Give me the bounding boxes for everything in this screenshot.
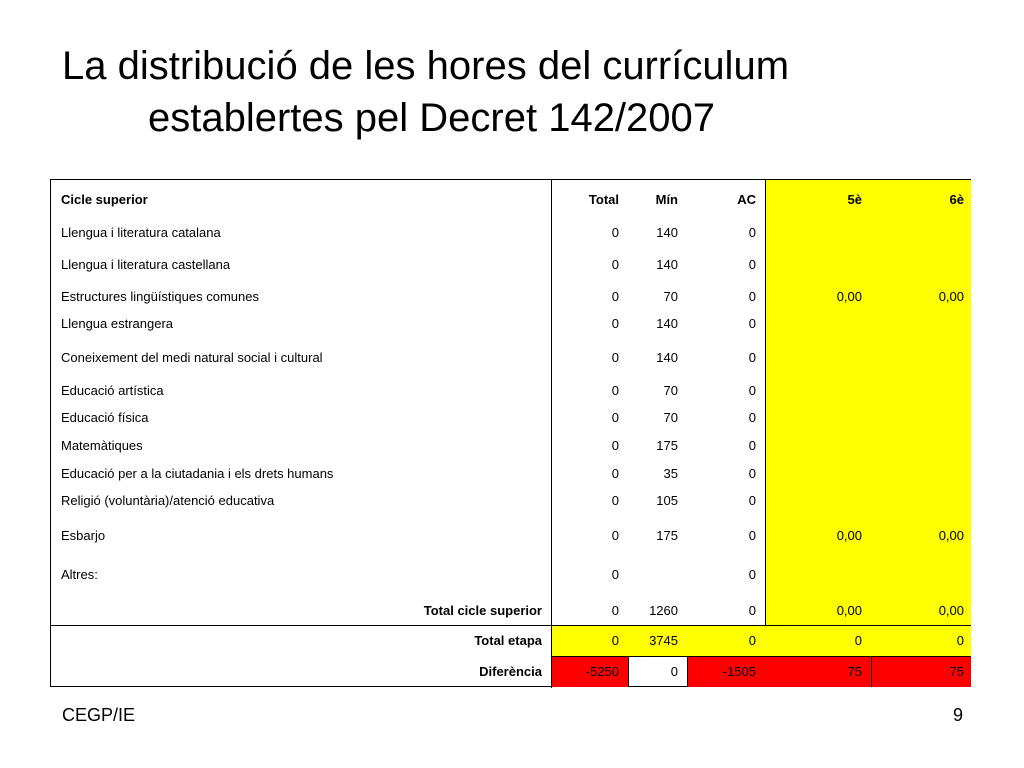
table-row-total-cell: 0 (611, 465, 619, 481)
total-cicle-min-cell: 1260 (649, 602, 678, 618)
diferencia-subject-cell: Diferència (479, 664, 542, 679)
table-row-subject-cell: Educació artística (61, 383, 164, 398)
table-row-total-cell: 0 (611, 288, 619, 304)
title-line-1: La distribució de les hores del currículum (62, 44, 790, 88)
diferencia-5e-cell: 75 (847, 664, 862, 679)
table-row-ac-cell: 0 (748, 410, 756, 425)
table-row-total-cell: 0 (611, 224, 619, 240)
table-row-5e-cell: 0,00 (836, 288, 862, 304)
table-row-5e-cell (766, 377, 872, 404)
table-row-5e-cell (766, 218, 872, 246)
header-min-cell: Mín (655, 191, 678, 207)
total-etapa-total-cell: 0 (611, 633, 619, 648)
total-etapa-ac-cell: 0 (748, 633, 756, 648)
diferencia-min-cell: 0 (670, 664, 678, 679)
total-etapa-min-cell: 3745 (649, 633, 678, 648)
footer-org: CEGP/IE (62, 705, 136, 725)
table-row-subject-cell: Llengua estrangera (61, 316, 174, 331)
table-row-subject-cell: Llengua i literatura castellana (61, 257, 231, 272)
table-row-subject-cell: Esbarjo (61, 527, 106, 543)
table-row-min-cell: 70 (663, 383, 678, 398)
table-row-min-cell: 105 (656, 492, 678, 508)
table-row-5e-cell (766, 404, 872, 431)
header-ac-cell: AC (737, 191, 756, 207)
table-row-subject-cell: Religió (voluntària)/atenció educativa (61, 492, 275, 508)
table-row-ac-cell: 0 (748, 288, 756, 304)
table-row-6e-cell: 0,00 (938, 288, 964, 304)
table-row-ac-cell: 0 (748, 224, 756, 240)
table-row-5e-cell (766, 337, 872, 377)
total-cicle-6e-cell: 0,00 (938, 602, 964, 618)
table-row-min-cell (629, 557, 688, 591)
table-row-5e-cell (766, 557, 872, 591)
table-row-5e-cell: 0,00 (836, 527, 862, 543)
table-row-total-cell: 0 (611, 566, 619, 582)
curriculum-hours-table (50, 179, 971, 687)
table-row-5e-cell (766, 487, 872, 513)
header-subject-cell: Cicle superior (61, 191, 148, 207)
total-etapa-6e-cell: 0 (956, 633, 964, 648)
table-row-subject-cell: Educació per a la ciutadania i els drets humans (61, 465, 334, 481)
table-row-total-cell: 0 (611, 527, 619, 543)
total-cicle-total-cell: 0 (611, 602, 619, 618)
table-row-ac-cell: 0 (748, 257, 756, 272)
table-row-ac-cell: 0 (748, 437, 756, 453)
table-row-min-cell: 70 (663, 410, 678, 425)
table-row-6e-cell (872, 377, 971, 404)
total-etapa-5e-cell: 0 (854, 633, 862, 648)
table-row-total-cell: 0 (611, 383, 619, 398)
page-number: 9 (953, 705, 964, 725)
header-6e-cell: 6è (949, 191, 964, 207)
table-row-5e-cell (766, 247, 872, 282)
table-row-6e-cell (872, 459, 971, 487)
header-total-cell: Total (588, 191, 619, 207)
table-row-ac-cell: 0 (748, 566, 756, 582)
table-row-subject-cell: Matemàtiques (61, 437, 143, 453)
slide-title (62, 40, 962, 144)
table-row-min-cell: 70 (663, 288, 678, 304)
diferencia-total-cell: -5250 (585, 664, 619, 679)
table-row-subject-cell: Llengua i literatura catalana (61, 224, 221, 240)
title-line-2: establertes pel Decret 142/2007 (148, 96, 716, 140)
table-row-total-cell: 0 (611, 437, 619, 453)
total-etapa-subject-cell: Total etapa (474, 633, 542, 648)
table-row-total-cell: 0 (611, 316, 619, 331)
table-row-min-cell: 175 (656, 527, 678, 543)
table-row-6e-cell (872, 404, 971, 431)
table-row-5e-cell (766, 431, 872, 459)
table-row-6e-cell (872, 557, 971, 591)
table-row-min-cell: 140 (656, 257, 678, 272)
table-row-subject-cell: Coneixement del medi natural social i cultural (61, 349, 323, 365)
table-row-6e-cell (872, 431, 971, 459)
table-row-subject-cell: Altres: (61, 566, 98, 582)
table-row-total-cell: 0 (611, 349, 619, 365)
total-cicle-subject-cell: Total cicle superior (423, 602, 542, 618)
table-row-min-cell: 140 (656, 349, 678, 365)
table-row-total-cell: 0 (611, 492, 619, 508)
table-row-ac-cell: 0 (748, 383, 756, 398)
table-row-total-cell: 0 (611, 410, 619, 425)
total-cicle-5e-cell: 0,00 (836, 602, 862, 618)
table-row-6e-cell (872, 218, 971, 246)
table-row-total-cell: 0 (611, 257, 619, 272)
table-row-6e-cell: 0,00 (938, 527, 964, 543)
diferencia-ac-cell: -1505 (722, 664, 756, 679)
table-row-ac-cell: 0 (748, 349, 756, 365)
table-row-5e-cell (766, 310, 872, 337)
table-row-6e-cell (872, 310, 971, 337)
table-row-ac-cell: 0 (748, 465, 756, 481)
table-row-6e-cell (872, 487, 971, 513)
table-row-min-cell: 140 (656, 316, 678, 331)
table-row-5e-cell (766, 459, 872, 487)
table-row-6e-cell (872, 337, 971, 377)
header-5e-cell: 5è (847, 191, 862, 207)
table-row-subject-cell: Educació física (61, 410, 149, 425)
diferencia-6e-cell: 75 (949, 664, 964, 679)
table-row-min-cell: 35 (663, 465, 678, 481)
table-row-subject-cell: Estructures lingüístiques comunes (61, 288, 259, 304)
table-row-ac-cell: 0 (748, 492, 756, 508)
table-row-6e-cell (872, 247, 971, 282)
table-row-min-cell: 140 (656, 224, 678, 240)
total-cicle-ac-cell: 0 (748, 602, 756, 618)
table-row-min-cell: 175 (656, 437, 678, 453)
table-row-ac-cell: 0 (748, 527, 756, 543)
table-row-ac-cell: 0 (748, 316, 756, 331)
